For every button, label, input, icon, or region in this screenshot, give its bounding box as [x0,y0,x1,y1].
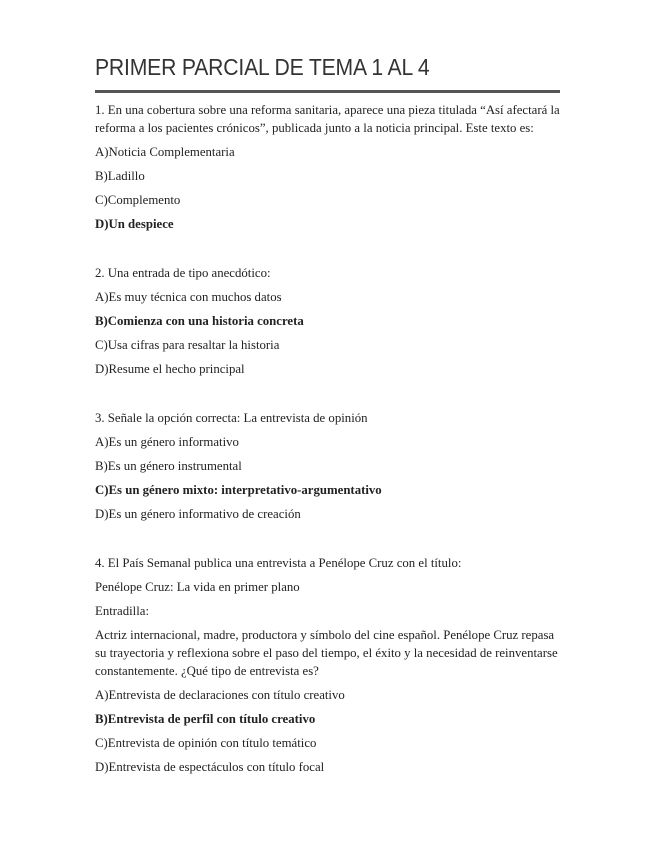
question-prompt: 3. Señale la opción correcta: La entrevista de opinión [95,411,368,425]
interview-title: Penélope Cruz: La vida en primer plano [95,580,300,594]
option-c: C)Entrevista de opinión con título temático [95,736,317,750]
question-list [95,101,565,782]
option-a: A)Es un género informativo [95,435,239,449]
question-3 [95,409,565,523]
question-prompt: 2. Una entrada de tipo anecdótico: [95,266,271,280]
option-c: C)Usa cifras para resaltar la historia [95,338,280,352]
option-b: B)Ladillo [95,169,145,183]
option-d: D)Entrevista de espectáculos con título focal [95,760,325,774]
title-divider [95,90,560,93]
option-c-correct: C)Es un género mixto: interpretativo-argumentativo [95,483,382,497]
option-a: A)Entrevista de declaraciones con título creativo [95,688,345,702]
question-1 [95,101,565,233]
question-2 [95,264,565,378]
question-prompt: 4. El País Semanal publica una entrevista a Penélope Cruz con el título: [95,556,462,570]
option-b-correct: B)Entrevista de perfil con título creativo [95,712,316,726]
question-4 [95,554,565,776]
option-d: D)Es un género informativo de creación [95,507,301,521]
option-d-correct: D)Un despiece [95,217,174,231]
option-b: B)Es un género instrumental [95,459,242,473]
option-a: A)Noticia Complementaria [95,145,235,159]
option-d: D)Resume el hecho principal [95,362,245,376]
option-b-correct: B)Comienza con una historia concreta [95,314,304,328]
question-prompt: 1. En una cobertura sobre una reforma sanitaria, aparece una pieza titulada “Así afectará la reforma a los pacientes crónicos”, publicada junto a la noticia principal. Este texto es: [95,103,560,135]
option-a: A)Es muy técnica con muchos datos [95,290,282,304]
option-c: C)Complemento [95,193,181,207]
page-title: PRIMER PARCIAL DE TEMA 1 AL 4 [95,54,430,80]
lead-text: Actriz internacional, madre, productora y símbolo del cine español. Penélope Cruz repasa su trayectoria y reflexiona sobre el paso del tiempo, el éxito y la necesidad de reinventarse constantemente. ¿Qué tipo de entrevista es? [95,628,558,678]
lead-label: Entradilla: [95,604,150,618]
